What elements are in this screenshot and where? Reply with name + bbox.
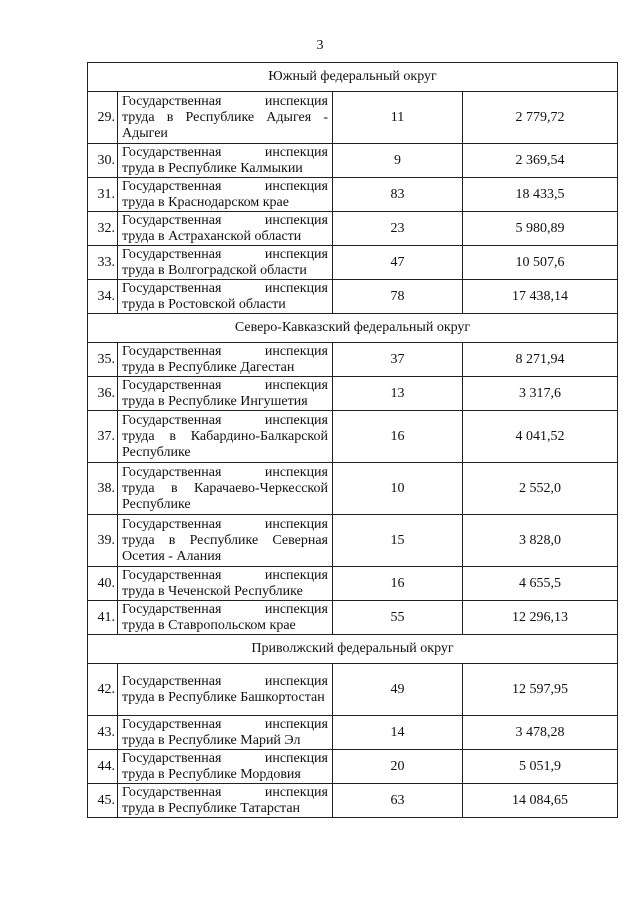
inspection-name-line1: Государственная инспекция xyxy=(122,465,328,480)
inspection-name-line1: Государственная инспекция xyxy=(122,568,328,583)
inspection-sum: 10 507,6 xyxy=(463,246,618,280)
inspection-sum: 17 438,14 xyxy=(463,280,618,314)
inspection-name xyxy=(118,280,333,314)
inspection-name-line1: Государственная инспекция xyxy=(122,179,328,194)
inspection-name-line1: Государственная инспекция xyxy=(122,717,328,732)
page-number: 3 xyxy=(316,38,324,53)
inspection-count: 83 xyxy=(333,178,463,212)
inspection-name-line1: Государственная инспекция xyxy=(122,751,328,766)
inspection-name xyxy=(118,463,333,515)
inspection-sum: 5 051,9 xyxy=(463,750,618,784)
inspection-name-rest: труда в Республике Ингушетия xyxy=(122,394,308,409)
inspection-name-rest: труда в Ростовской области xyxy=(122,297,286,312)
section-header-row xyxy=(88,63,618,92)
table-row xyxy=(88,601,618,635)
inspection-name-rest: труда в Астраханской области xyxy=(122,229,302,244)
inspection-name-rest: труда в Чеченской Республике xyxy=(122,584,303,599)
inspection-sum: 8 271,94 xyxy=(463,343,618,377)
row-number: 40. xyxy=(88,567,118,601)
inspection-name xyxy=(118,343,333,377)
inspection-count: 9 xyxy=(333,144,463,178)
inspection-sum: 2 369,54 xyxy=(463,144,618,178)
row-number: 30. xyxy=(88,144,118,178)
table-row xyxy=(88,750,618,784)
row-number: 37. xyxy=(88,411,118,463)
inspection-count: 63 xyxy=(333,784,463,818)
row-number: 41. xyxy=(88,601,118,635)
table-row xyxy=(88,377,618,411)
inspection-name-rest: труда в Республике Калмыкии xyxy=(122,161,303,176)
inspection-name-line1: Государственная инспекция xyxy=(122,247,328,262)
table-row xyxy=(88,246,618,280)
table-row xyxy=(88,411,618,463)
section-title: Южный федеральный округ xyxy=(88,63,618,92)
inspection-count: 15 xyxy=(333,515,463,567)
row-number: 44. xyxy=(88,750,118,784)
inspection-name xyxy=(118,212,333,246)
row-number: 39. xyxy=(88,515,118,567)
inspection-count: 20 xyxy=(333,750,463,784)
inspection-name-rest: труда в Волгоградской области xyxy=(122,263,307,278)
inspection-count: 16 xyxy=(333,567,463,601)
row-number: 31. xyxy=(88,178,118,212)
inspection-name-rest: труда в Республике Татарстан xyxy=(122,801,301,816)
inspection-name xyxy=(118,411,333,463)
inspection-name xyxy=(118,515,333,567)
inspection-name-rest: труда в Республике Мордовия xyxy=(122,767,301,782)
inspection-name-rest: труда в Республике Северная Осетия - Алания xyxy=(122,533,328,564)
table-row xyxy=(88,144,618,178)
inspection-name-rest: труда в Республике Дагестан xyxy=(122,360,295,375)
inspection-name-rest: труда в Кабардино-Балкарской Республике xyxy=(122,429,328,460)
inspection-name-line1: Государственная инспекция xyxy=(122,602,328,617)
inspection-name xyxy=(118,92,333,144)
section-header-row xyxy=(88,314,618,343)
table-row xyxy=(88,343,618,377)
section-title: Северо-Кавказский федеральный округ xyxy=(88,314,618,343)
section-title: Приволжский федеральный округ xyxy=(88,635,618,664)
inspection-name-line1: Государственная инспекция xyxy=(122,674,328,689)
inspection-name-line1: Государственная инспекция xyxy=(122,785,328,800)
inspection-count: 16 xyxy=(333,411,463,463)
inspection-name-rest: труда в Республике Башкортостан xyxy=(122,690,325,705)
inspection-count: 55 xyxy=(333,601,463,635)
row-number: 29. xyxy=(88,92,118,144)
inspection-name-line1: Государственная инспекция xyxy=(122,517,328,532)
inspection-sum: 3 828,0 xyxy=(463,515,618,567)
inspection-name-rest: труда в Республике Марий Эл xyxy=(122,733,301,748)
table-row xyxy=(88,784,618,818)
row-number: 36. xyxy=(88,377,118,411)
row-number: 35. xyxy=(88,343,118,377)
inspection-name xyxy=(118,716,333,750)
section-header-row xyxy=(88,635,618,664)
inspection-name-line1: Государственная инспекция xyxy=(122,413,328,428)
row-number: 38. xyxy=(88,463,118,515)
inspection-name xyxy=(118,144,333,178)
row-number: 45. xyxy=(88,784,118,818)
inspection-sum: 4 041,52 xyxy=(463,411,618,463)
row-number: 42. xyxy=(88,664,118,716)
inspection-count: 49 xyxy=(333,664,463,716)
inspection-name-rest: труда в Республике Адыгея - Адыгеи xyxy=(122,110,328,141)
table-row xyxy=(88,567,618,601)
inspections-table xyxy=(87,62,618,818)
inspection-count: 37 xyxy=(333,343,463,377)
table-row xyxy=(88,280,618,314)
inspection-count: 14 xyxy=(333,716,463,750)
inspection-sum: 12 296,13 xyxy=(463,601,618,635)
inspection-sum: 14 084,65 xyxy=(463,784,618,818)
inspection-name xyxy=(118,601,333,635)
inspection-count: 78 xyxy=(333,280,463,314)
row-number: 34. xyxy=(88,280,118,314)
row-number: 33. xyxy=(88,246,118,280)
table-row xyxy=(88,92,618,144)
inspection-name-line1: Государственная инспекция xyxy=(122,94,328,109)
inspection-name xyxy=(118,246,333,280)
inspection-count: 11 xyxy=(333,92,463,144)
table-row xyxy=(88,463,618,515)
inspection-sum: 18 433,5 xyxy=(463,178,618,212)
inspection-name-line1: Государственная инспекция xyxy=(122,344,328,359)
row-number: 32. xyxy=(88,212,118,246)
inspection-name xyxy=(118,377,333,411)
inspection-name xyxy=(118,750,333,784)
table-row xyxy=(88,716,618,750)
inspection-count: 10 xyxy=(333,463,463,515)
inspection-name-rest: труда в Ставропольском крае xyxy=(122,618,296,633)
inspection-name-rest: труда в Краснодарском крае xyxy=(122,195,289,210)
table-row xyxy=(88,212,618,246)
inspection-sum: 5 980,89 xyxy=(463,212,618,246)
inspection-name-line1: Государственная инспекция xyxy=(122,378,328,393)
inspection-name-rest: труда в Карачаево-Черкесской Республике xyxy=(122,481,328,512)
inspection-sum: 12 597,95 xyxy=(463,664,618,716)
inspection-name xyxy=(118,664,333,716)
inspection-name xyxy=(118,178,333,212)
inspection-count: 13 xyxy=(333,377,463,411)
inspection-name xyxy=(118,567,333,601)
inspection-sum: 3 317,6 xyxy=(463,377,618,411)
inspection-sum: 3 478,28 xyxy=(463,716,618,750)
inspection-name-line1: Государственная инспекция xyxy=(122,281,328,296)
inspection-count: 47 xyxy=(333,246,463,280)
inspection-sum: 2 552,0 xyxy=(463,463,618,515)
inspection-name-line1: Государственная инспекция xyxy=(122,145,328,160)
inspection-count: 23 xyxy=(333,212,463,246)
inspection-name-line1: Государственная инспекция xyxy=(122,213,328,228)
table-row xyxy=(88,664,618,716)
table-row xyxy=(88,178,618,212)
inspection-name xyxy=(118,784,333,818)
inspection-sum: 2 779,72 xyxy=(463,92,618,144)
inspection-sum: 4 655,5 xyxy=(463,567,618,601)
row-number: 43. xyxy=(88,716,118,750)
table-row xyxy=(88,515,618,567)
